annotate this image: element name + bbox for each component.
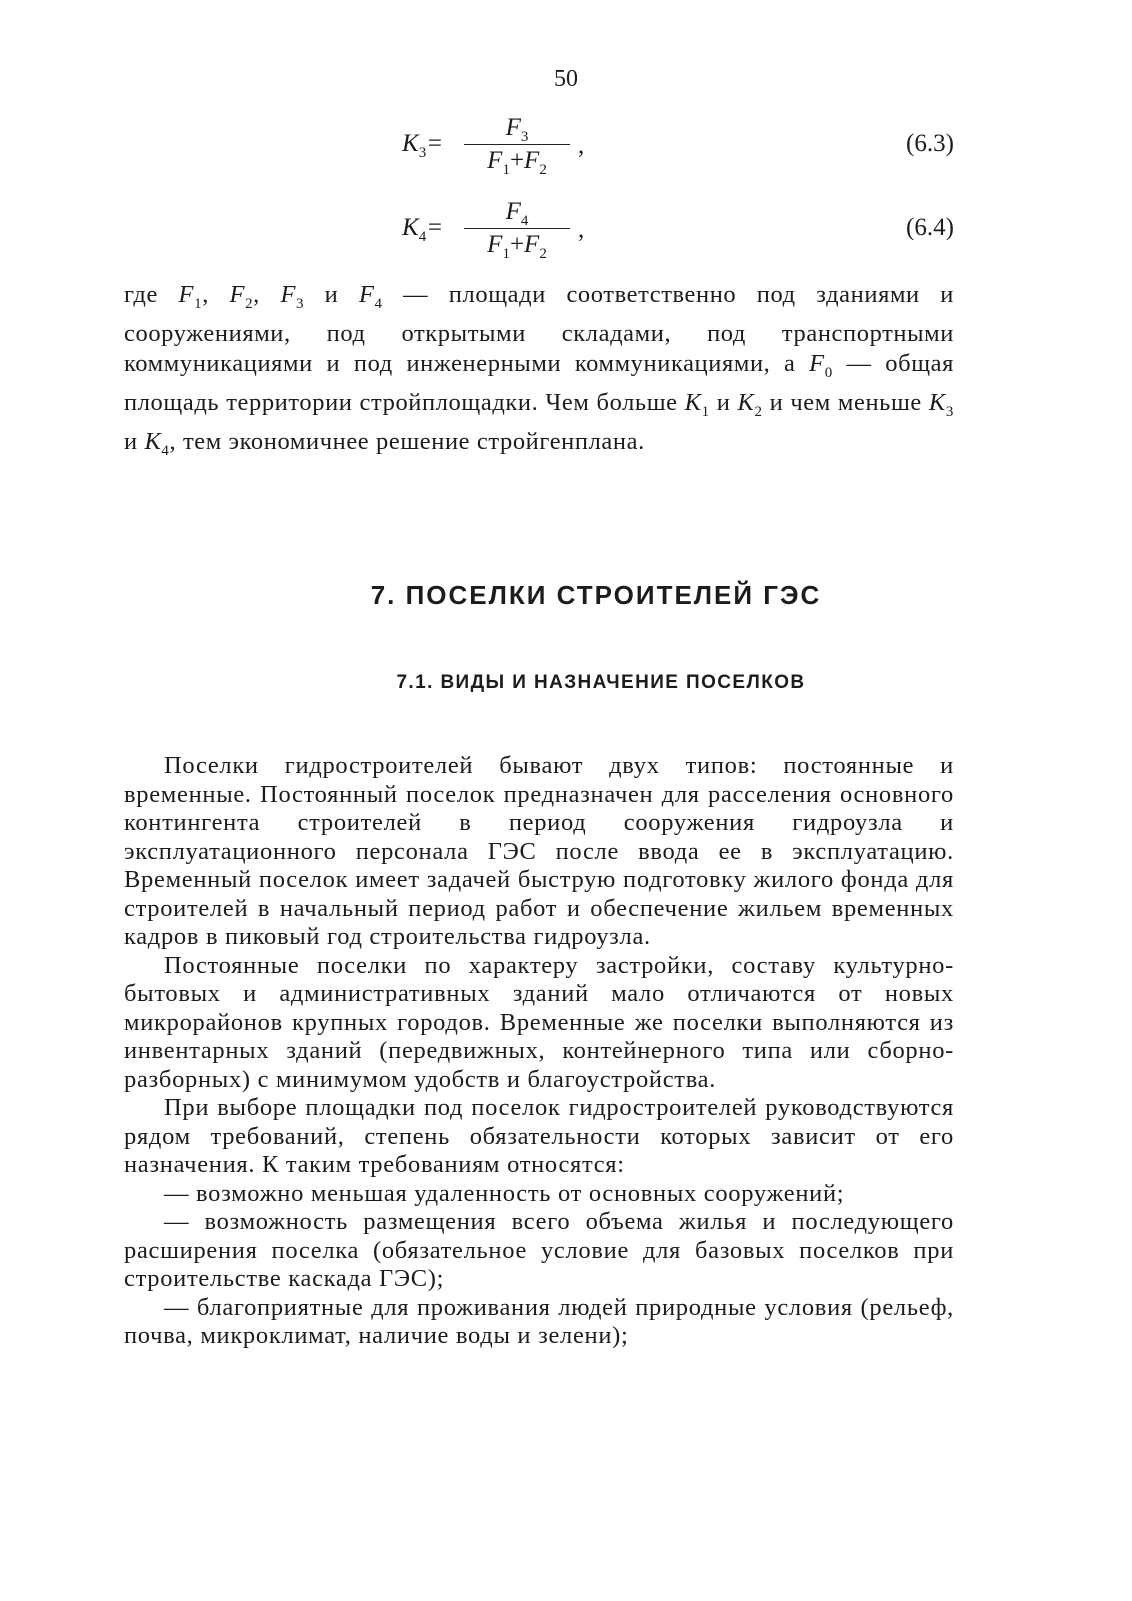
section-title: 7.1. ВИДЫ И НАЗНАЧЕНИЕ ПОСЕЛКОВ	[396, 672, 806, 693]
chapter-title: 7. ПОСЕЛКИ СТРОИТЕЛЕЙ ГЭС	[370, 580, 822, 610]
numerator: $F_3$	[505, 114, 529, 145]
denominator: $F_1+F_2$	[487, 147, 547, 178]
formula-fraction	[462, 112, 572, 177]
paragraph: Постоянные поселки по характеру застройки, составу культурно-бытовых и административных зданий мало отличаются от новых микрорайонов крупных городов. Временные же поселки выполняются из инвентарных зданий (передвижных, контейнерного типа или сборно-разборных) с минимумом удобств и благоустройства.	[124, 951, 954, 1093]
denominator: $F_1+F_2$	[487, 231, 547, 262]
formula-comma: ,	[578, 216, 585, 243]
formula-explanation-paragraph: где $F_1$, $F_2$, $F_3$ и $F_4$ — площади соответственно под зданиями и сооружениями, под открытыми складами, под транспортными коммуникациями и под инженерными коммуникациями, а $F_0$ — общая площадь территории стройплощадки. Чем больше $K_1$ и $K_2$ и чем меньше $K_3$ и $K_4$, тем экономичнее решение стройгенплана.	[124, 281, 955, 459]
equation-number: (6.3)	[906, 130, 954, 157]
list-item: — благоприятные для проживания людей природные условия (рельеф, почва, микроклимат, наличие воды и зелени);	[124, 1293, 954, 1349]
list-item: — возможность размещения всего объема жилья и последующего расширения поселка (обязательное условие для базовых поселков при строительстве каскада ГЭС);	[124, 1208, 954, 1292]
numerator: $F_4$	[505, 198, 529, 229]
formula-lhs: $K_3=$	[402, 130, 444, 161]
body-text	[124, 752, 954, 1351]
formula-6-3	[0, 112, 1132, 192]
list-item: — возможно меньшая удаленность от основных сооружений;	[164, 1179, 845, 1207]
formula-lhs: $K_4=$	[402, 214, 444, 245]
formula-6-4	[0, 196, 1132, 276]
paragraph: При выборе площадки под поселок гидростроителей руководствуются рядом требований, степень обязательности которых зависит от его назначения. К таким требованиям относятся:	[124, 1094, 954, 1178]
equation-number: (6.4)	[906, 214, 954, 241]
formula-comma: ,	[578, 132, 585, 159]
formula-fraction	[462, 196, 572, 261]
page-number: 50	[554, 66, 578, 92]
paragraph: Поселки гидростроителей бывают двух типов: постоянные и временные. Постоянный поселок предназначен для расселения основного контингента строителей в период сооружения гидроузла и эксплуатационного персонала ГЭС после ввода ее в эксплуатацию. Временный поселок имеет задачей быструю подготовку жилого фонда для строителей в начальный период работ и обеспечение жильем временных кадров в пиковый год строительства гидроузла.	[124, 752, 954, 950]
